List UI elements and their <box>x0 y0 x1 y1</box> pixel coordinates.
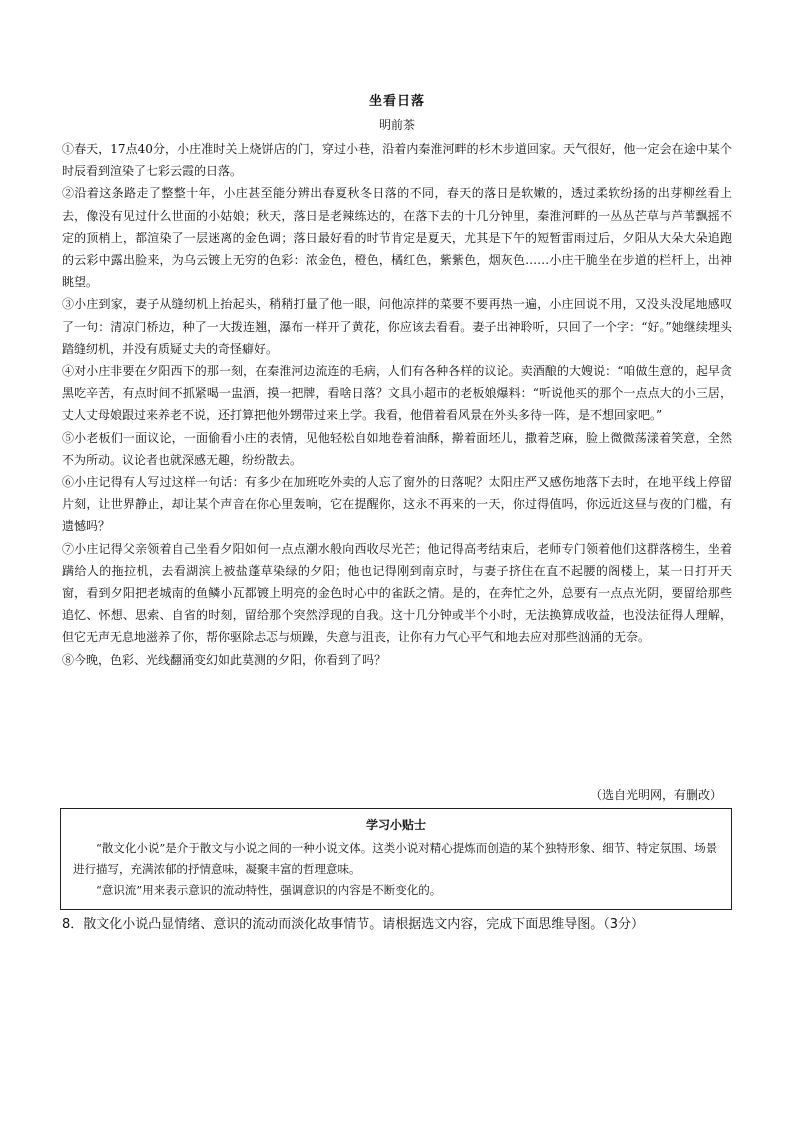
paragraph-5: ⑤小老板们一面议论，一面偷看小庄的表情，见他轻松自如地卷着油酥，擀着面坯儿，撒着芝麻，脸上微微荡漾着笑意，全然不为所动。议论者也就深感无趣，纷纷散去。 <box>62 430 732 467</box>
question-8: 8．散文化小说凸显情绪、意识的流动而淡化故事情节。请根据选文内容，完成下面思维导图。（3分） <box>62 917 645 932</box>
paragraph-3: ③小庄到家，妻子从缝纫机上抬起头，稍稍打量了他一眼，问他凉拌的菜要不要再热一遍，小庄回说不用，又没头没尾地感叹了一句：清凉门桥边，种了一大拨连翘，瀑布一样开了黄花，你应该去看看。妻子出神聆听，只回了一个字：“好。”她继续埋头踏缝纫机，并没有质疑丈夫的奇怪癖好。 <box>62 297 732 356</box>
paragraph-4: ④对小庄非要在夕阳西下的那一刻，在秦淮河边流连的毛病，人们有各种各样的议论。卖酒酿的大嫂说：“咱做生意的，起早贪黑吃辛苦，有点时间不抓紧喝一盅酒，摸一把牌，看啥日落？文具小超市的老板娘爆料：“听说他买的那个一点点大的小三居，丈人丈母娘跟过来养老不说，还打算把他外甥带过来上学。我看，他借着看风景在外头多待一阵，是不想回家吧。” <box>62 364 732 423</box>
paragraph-2: ②沿着这条路走了整整十年，小庄甚至能分辨出春夏秋冬日落的不同，春天的落日是软嫩的，透过柔软纷扬的出芽柳丝看上去，像没有见过什么世面的小姑娘；秋天，落日是老辣练达的，在落下去的十几分钟里，秦淮河畔的一丛丛芒草与芦苇飘摇不定的顶梢上，都渲染了一层迷离的金色调；落日最好看的时节肯定是夏天，尤其是下午的短暂雷雨过后，夕阳从大朵大朵追跑的云彩中露出脸来，为乌云镀上无穷的色彩：浓金色，橙色，橘红色，紫紫色，烟灰色……小庄干脆坐在步道的栏杆上，出神眺望。 <box>62 186 732 290</box>
source-note: （选自光明网，有删改） <box>589 788 722 802</box>
study-tips-title: 学习小贴士 <box>365 818 426 832</box>
study-tip-line: “意识流”用来表示意识的流动特性，强调意识的内容是不断变化的。 <box>96 883 442 897</box>
study-tip-line: “散文化小说”是介于散文与小说之间的一种小说文体。这类小说对精心提炼而创造的某个独特形象、细节、特定氛围、场景进行描写，充满浓郁的抒情意味，凝聚丰富的哲理意味。 <box>73 841 718 876</box>
paragraph-8: ⑧今晚，色彩、光线翻涌变幻如此莫测的夕阳，你看到了吗？ <box>62 652 387 667</box>
article-body <box>62 138 732 671</box>
study-tips-box <box>60 808 732 910</box>
article-title: 坐看日落 <box>368 94 425 109</box>
paragraph-6: ⑥小庄记得有人写过这样一句话：有多少在加班吃外卖的人忘了窗外的日落呢？太阳庄严又感伤地落下去时，在地平线上停留片刻，让世界静止，却让某个声音在你心里轰响，它在提醒你，这永不再来的一天，你过得值吗，你远近这昼与夜的门槛，有遗憾吗？ <box>62 475 732 534</box>
paragraph-7: ⑦小庄记得父亲领着自己坐看夕阳如何一点点潮水般向西收尽光芒；他记得高考结束后，老师专门领着他们这群落榜生，坐着蹒给人的拖拉机，去看湖滨上被盐蓬草染绿的夕阳；他也记得刚到南京时，与妻子挤住在直不起腰的阁楼上，某一日打开天窗，看到夕阳把老城南的鱼鳞小瓦都镀上明亮的金色时心中的雀跃之情。是的，在奔忙之外，总要有一点点光阴，要留给那些追忆、怀想、思索、自省的时刻，留给那个突然浮现的自我。这十几分钟或半个小时，无法换算成收益，也没法征得人理解，但它无声无息地滋养了你，帮你驱除忐忑与烦躁，失意与沮丧，让你有力气心平气和地去应对那些汹涌的无奈。 <box>62 541 732 645</box>
article-author: 明前茶 <box>378 118 415 132</box>
paragraph-1: ①春天，17点40分，小庄准时关上烧饼店的门，穿过小巷，沿着内秦淮河畔的杉木步道回家。天气很好，他一定会在途中某个时辰看到渲染了七彩云霞的日落。 <box>62 142 732 179</box>
